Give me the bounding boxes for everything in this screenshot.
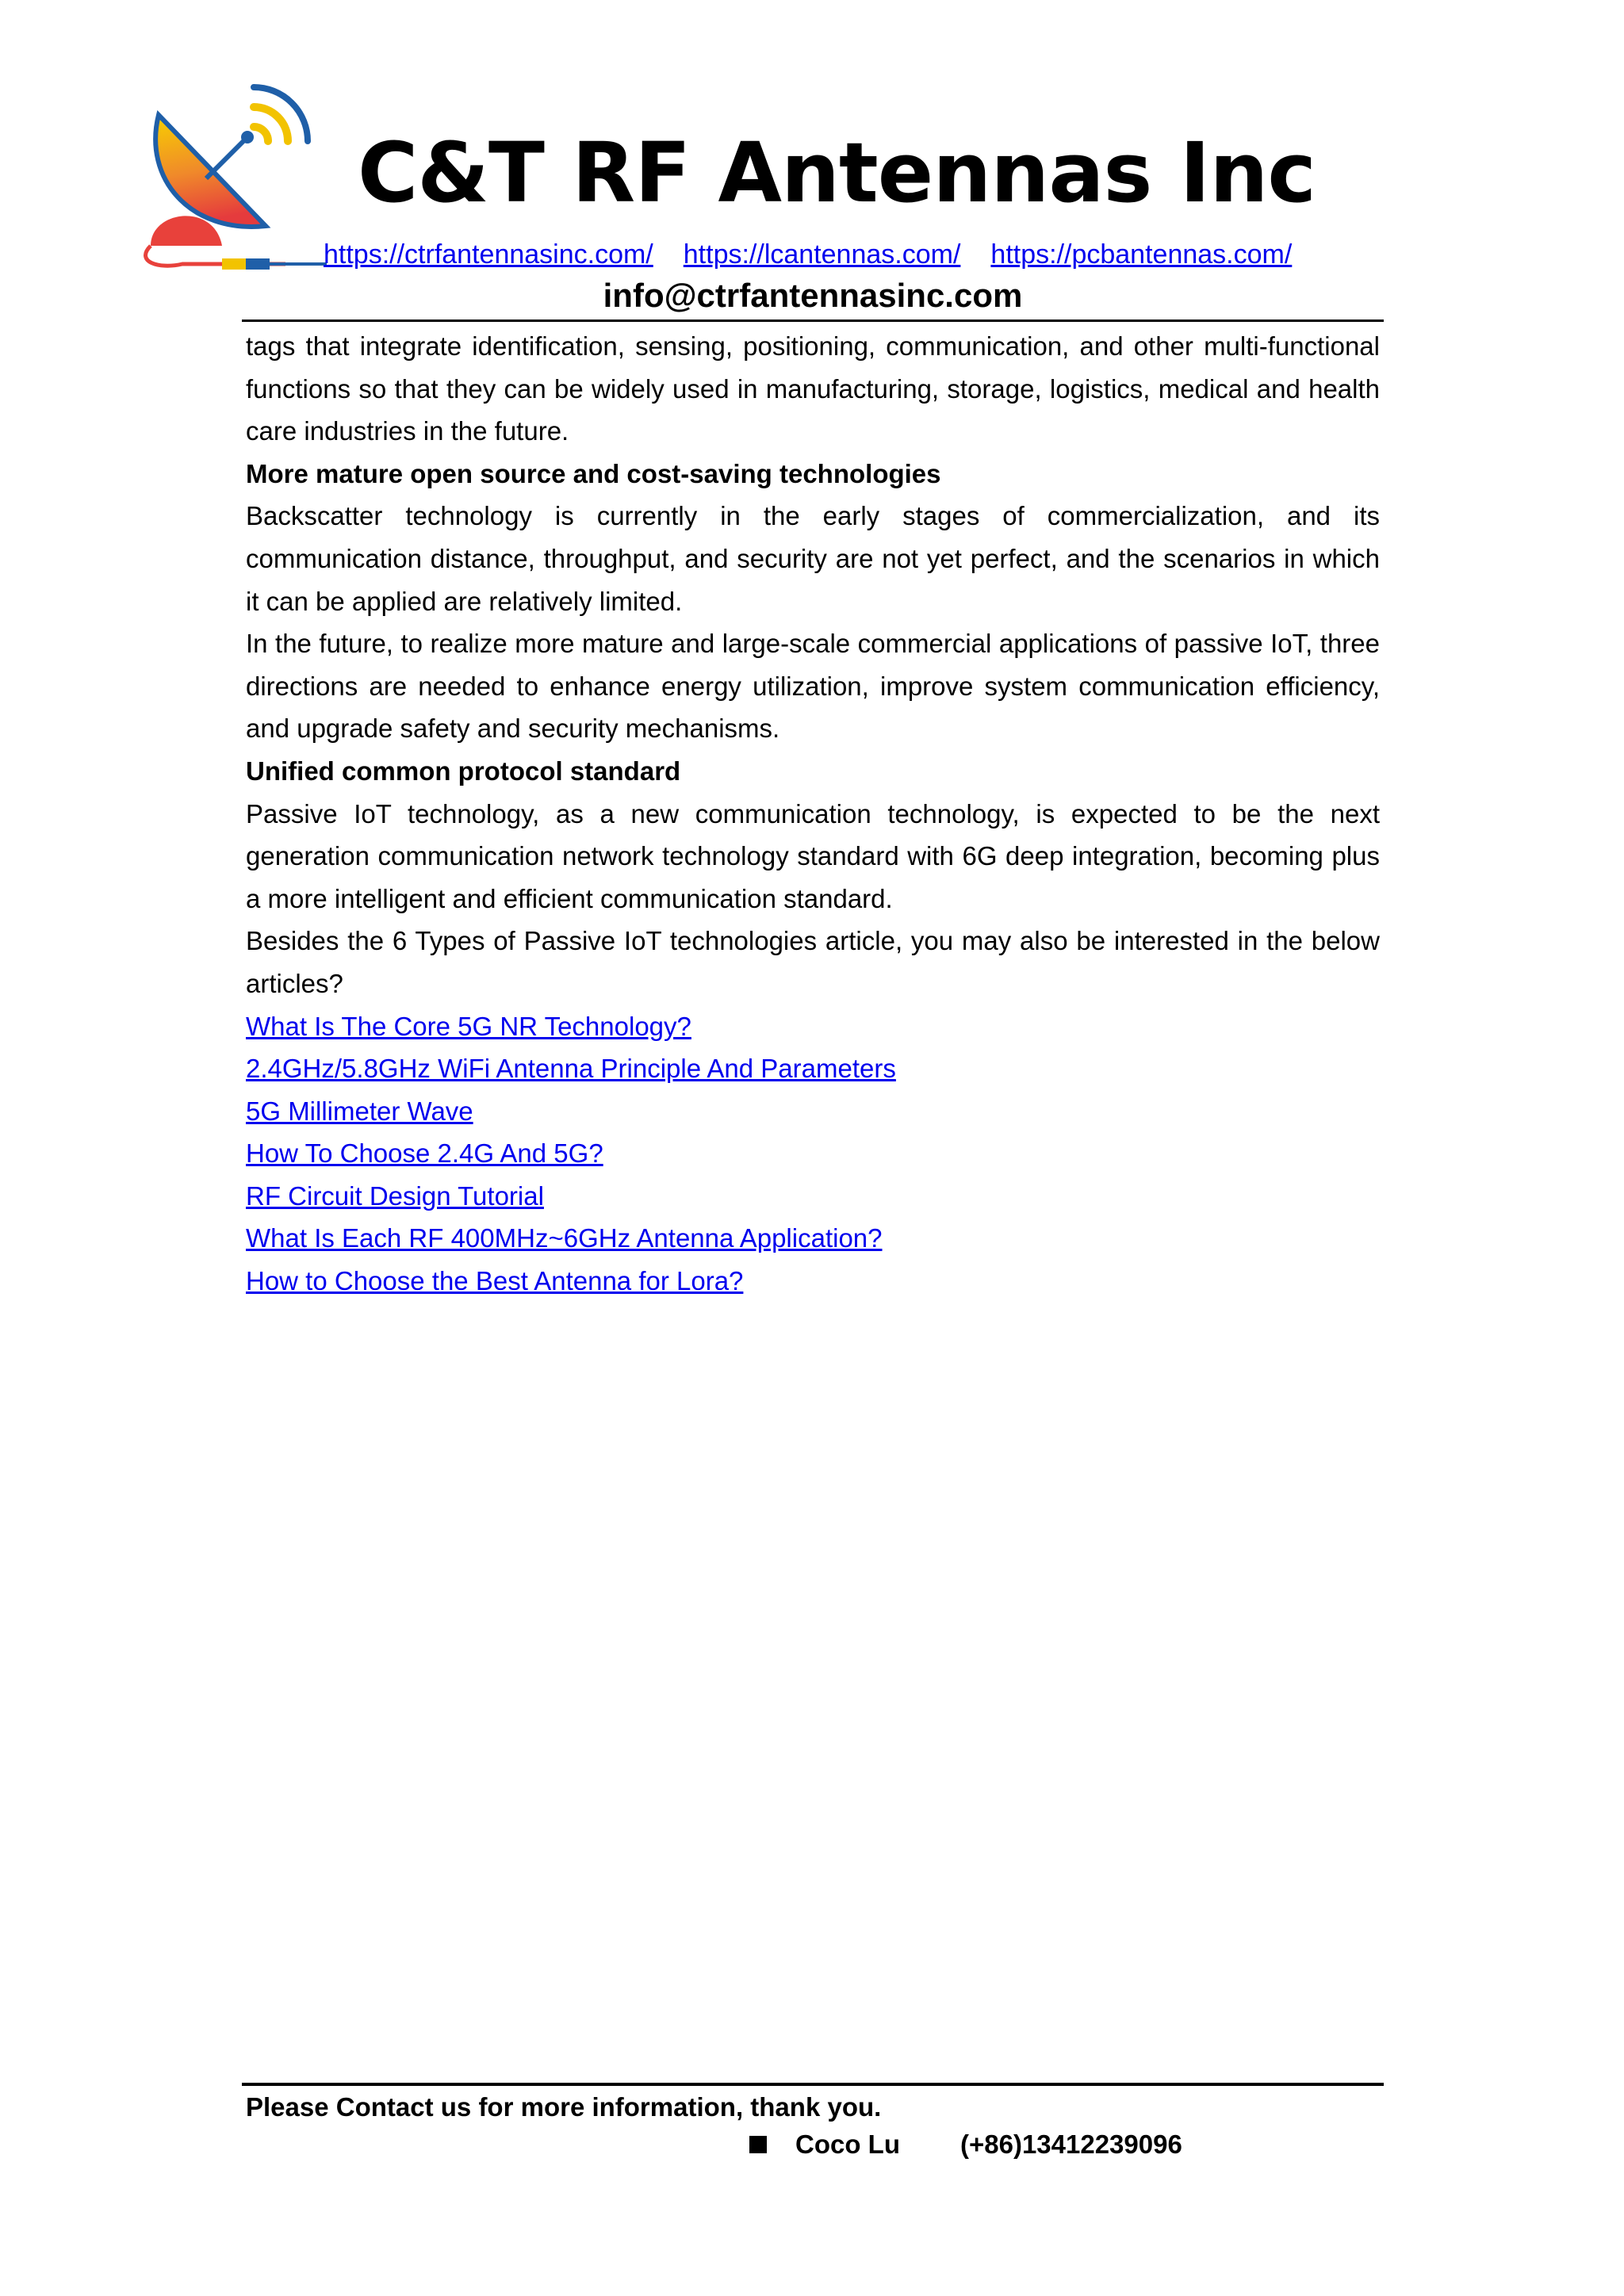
article-link[interactable]: How To Choose 2.4G And 5G? xyxy=(246,1138,603,1169)
article-link[interactable]: What Is The Core 5G NR Technology? xyxy=(246,1011,691,1041)
square-bullet-icon xyxy=(749,2136,767,2153)
list-item xyxy=(246,1260,1380,1303)
list-item xyxy=(246,1047,1380,1090)
section-heading: More mature open source and cost-saving technologies xyxy=(246,458,941,488)
website-link-lc[interactable]: https://lcantennas.com/ xyxy=(683,239,961,270)
satellite-dish-icon xyxy=(127,83,333,281)
paragraph: tags that integrate identification, sensing, positioning, communication, and other multi-functional functions so that they can be widely used in manufacturing, storage, logistics, medical and health care industries in the future. xyxy=(246,331,1380,446)
paragraph: Besides the 6 Types of Passive IoT technologies article, you may also be interested in the below articles? xyxy=(246,926,1380,998)
article-link[interactable]: 2.4GHz/5.8GHz WiFi Antenna Principle And Parameters xyxy=(246,1054,896,1084)
article-link[interactable]: What Is Each RF 400MHz~6GHz Antenna Application? xyxy=(246,1223,883,1253)
website-links xyxy=(324,238,1354,271)
list-item xyxy=(246,1090,1380,1133)
website-link-pcb[interactable]: https://pcbantennas.com/ xyxy=(990,239,1293,270)
related-articles-list xyxy=(246,1005,1380,1303)
list-item xyxy=(246,1175,1380,1218)
footer-contact-person xyxy=(749,2125,1182,2164)
website-link-ctrf[interactable]: https://ctrfantennasinc.com/ xyxy=(324,239,653,270)
article-link[interactable]: How to Choose the Best Antenna for Lora? xyxy=(246,1266,744,1296)
company-title: C&T RF Antennas Inc xyxy=(357,124,1316,221)
list-item xyxy=(246,1132,1380,1175)
footer-divider xyxy=(242,2083,1384,2086)
paragraph: In the future, to realize more mature and large-scale commercial applications of passive IoT, three directions are needed to enhance energy utilization, improve system communication efficiency, and upgrade safety and security mechanisms. xyxy=(246,629,1380,744)
contact-name: Coco Lu xyxy=(795,2130,900,2159)
section-heading: Unified common protocol standard xyxy=(246,756,681,786)
contact-phone: (+86)13412239096 xyxy=(959,2130,1182,2159)
header-divider xyxy=(242,320,1384,322)
article-body xyxy=(246,325,1380,1303)
paragraph: Backscatter technology is currently in the early stages of commercialization, and its communication distance, throughput, and security are not yet perfect, and the scenarios in which it can be applied are relatively limited. xyxy=(246,501,1380,616)
article-link[interactable]: RF Circuit Design Tutorial xyxy=(246,1181,544,1211)
footer-contact-note: Please Contact us for more information, thank you. xyxy=(246,2092,882,2122)
contact-email: info@ctrfantennasinc.com xyxy=(603,277,1023,314)
list-item xyxy=(246,1005,1380,1048)
article-link[interactable]: 5G Millimeter Wave xyxy=(246,1096,473,1126)
paragraph: Passive IoT technology, as a new communication technology, is expected to be the next generation communication network technology standard with 6G deep integration, becoming plus a more intelligent and efficient communication standard. xyxy=(246,798,1380,913)
list-item xyxy=(246,1217,1380,1260)
